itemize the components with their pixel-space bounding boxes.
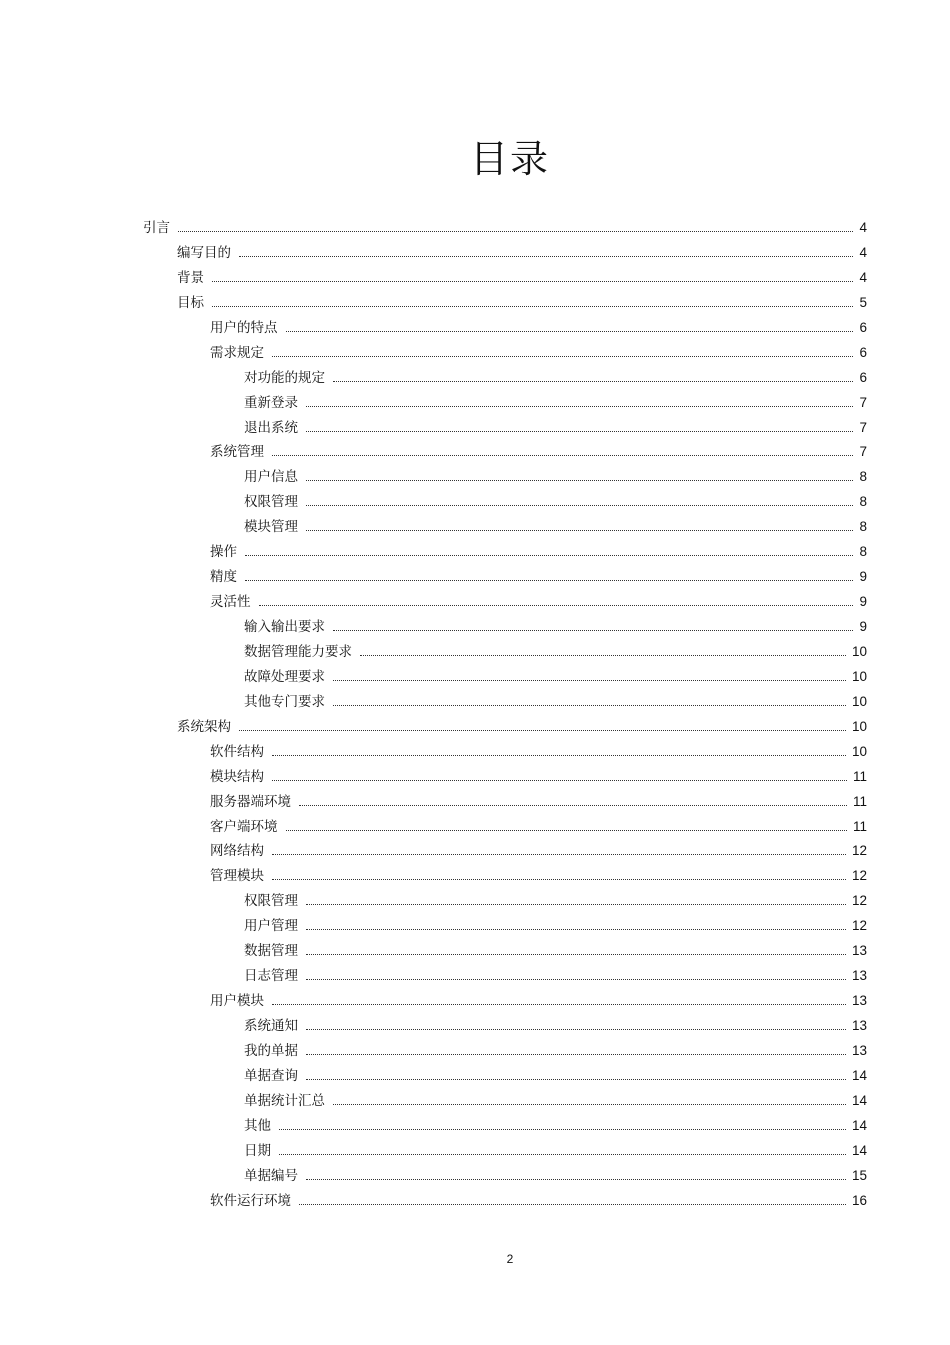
toc-dot-leader — [306, 405, 853, 407]
toc-entry[interactable] — [143, 1089, 867, 1114]
toc-entry-page-number: 13 — [851, 943, 867, 959]
toc-entry-page-number: 13 — [851, 1018, 867, 1033]
toc-entry-label: 单据编号 — [244, 1167, 298, 1184]
toc-entry-page-number: 10 — [851, 668, 867, 684]
toc-dot-leader — [272, 853, 846, 855]
toc-entry-page-number: 8 — [859, 494, 867, 510]
toc-entry[interactable] — [143, 266, 867, 291]
toc-entry-label: 背景 — [177, 269, 204, 286]
toc-entry-label: 软件运行环境 — [210, 1192, 291, 1209]
toc-entry-page-number: 12 — [851, 868, 867, 884]
toc-entry-label: 其他专门要求 — [244, 693, 325, 710]
toc-entry[interactable] — [143, 440, 867, 465]
toc-dot-leader — [333, 679, 846, 681]
toc-entry[interactable] — [143, 715, 867, 740]
toc-dot-leader — [272, 454, 853, 456]
toc-entry[interactable] — [143, 790, 867, 815]
toc-dot-leader — [306, 504, 853, 506]
toc-entry[interactable] — [143, 939, 867, 964]
toc-entry-page-number: 10 — [851, 718, 867, 734]
toc-entry[interactable] — [143, 465, 867, 490]
toc-dot-leader — [286, 330, 854, 332]
toc-entry-label: 软件结构 — [210, 743, 264, 760]
toc-dot-leader — [239, 255, 853, 257]
toc-entry[interactable] — [143, 241, 867, 266]
toc-dot-leader — [272, 878, 846, 880]
toc-dot-leader — [360, 654, 846, 656]
toc-entry-label: 模块管理 — [244, 519, 298, 536]
toc-entry[interactable] — [143, 1064, 867, 1089]
toc-entry-label: 权限管理 — [244, 494, 298, 511]
toc-entry-page-number: 7 — [859, 394, 867, 410]
toc-entry[interactable] — [143, 640, 867, 665]
toc-dot-leader — [306, 1178, 846, 1180]
page-title: 目录 — [469, 137, 550, 181]
toc-dot-leader — [306, 1053, 846, 1055]
toc-dot-leader — [286, 829, 847, 831]
toc-entry[interactable] — [143, 1039, 867, 1064]
toc-dot-leader — [306, 1078, 846, 1080]
toc-entry-page-number: 11 — [852, 818, 867, 834]
toc-entry-page-number: 13 — [851, 1042, 867, 1058]
toc-dot-leader — [333, 1103, 846, 1105]
toc-entry[interactable] — [143, 366, 867, 391]
toc-entry-page-number: 14 — [851, 1142, 867, 1158]
toc-entry-page-number: 12 — [851, 893, 867, 909]
toc-entry-page-number: 11 — [852, 768, 867, 784]
toc-entry-label: 客户端环境 — [210, 818, 278, 835]
toc-entry-label: 我的单据 — [244, 1042, 298, 1059]
toc-entry-label: 网络结构 — [210, 843, 264, 860]
toc-entry[interactable] — [143, 341, 867, 366]
toc-entry[interactable] — [143, 615, 867, 640]
toc-entry-page-number: 5 — [859, 294, 867, 310]
toc-dot-leader — [306, 953, 846, 955]
toc-entry-label: 故障处理要求 — [244, 668, 325, 685]
toc-entry-label: 退出系统 — [244, 419, 298, 436]
toc-entry[interactable] — [143, 864, 867, 889]
toc-entry[interactable] — [143, 416, 867, 441]
toc-entry-page-number: 4 — [859, 269, 867, 285]
toc-entry-label: 精度 — [210, 569, 237, 586]
toc-entry[interactable] — [143, 216, 867, 241]
toc-entry-page-number: 6 — [859, 369, 867, 385]
toc-entry-page-number: 6 — [859, 344, 867, 360]
toc-entry-label: 日期 — [244, 1142, 271, 1159]
toc-entry-page-number: 12 — [851, 918, 867, 934]
toc-entry-label: 目标 — [177, 294, 204, 311]
toc-entry[interactable] — [143, 989, 867, 1014]
toc-entry-label: 系统通知 — [244, 1018, 298, 1034]
toc-entry[interactable] — [143, 1164, 867, 1189]
toc-entry-page-number: 11 — [852, 793, 867, 809]
toc-entry[interactable] — [143, 914, 867, 939]
toc-entry-label: 用户管理 — [244, 918, 298, 935]
toc-entry-label: 其他 — [244, 1117, 271, 1134]
toc-entry-label: 数据管理 — [244, 943, 298, 960]
toc-dot-leader — [212, 280, 853, 282]
toc-dot-leader — [333, 704, 846, 706]
toc-dot-leader — [333, 629, 853, 631]
toc-entry-label: 单据统计汇总 — [244, 1092, 325, 1109]
toc-entry-label: 需求规定 — [210, 344, 264, 361]
toc-entry-label: 系统管理 — [210, 444, 264, 461]
toc-entry-page-number: 7 — [859, 419, 867, 435]
toc-entry-label: 权限管理 — [244, 893, 298, 910]
toc-entry-label: 用户信息 — [244, 469, 298, 486]
toc-entry[interactable] — [143, 590, 867, 615]
toc-dot-leader — [272, 355, 853, 357]
toc-entry-label: 单据查询 — [244, 1067, 298, 1084]
toc-entry-label: 日志管理 — [244, 968, 298, 985]
toc-dot-leader — [306, 978, 846, 980]
toc-entry-page-number: 9 — [859, 619, 867, 634]
toc-entry[interactable] — [143, 964, 867, 989]
toc-entry[interactable] — [143, 490, 867, 515]
toc-entry[interactable] — [143, 565, 867, 590]
toc-entry-label: 编写目的 — [177, 244, 231, 261]
toc-dot-leader — [259, 604, 854, 606]
toc-entry-label: 对功能的规定 — [244, 369, 325, 386]
toc-entry-page-number: 16 — [851, 1192, 867, 1208]
toc-entry-page-number: 8 — [859, 544, 867, 560]
toc-entry[interactable] — [143, 291, 867, 316]
toc-entry-page-number: 12 — [851, 843, 867, 859]
toc-dot-leader — [333, 380, 853, 382]
toc-entry-label: 引言 — [143, 220, 170, 236]
toc-entry-page-number: 15 — [851, 1167, 867, 1183]
toc-dot-leader — [306, 529, 853, 531]
toc-dot-leader — [272, 779, 847, 781]
toc-entry[interactable] — [143, 391, 867, 416]
toc-entry-page-number: 9 — [859, 569, 867, 585]
toc-entry-page-number: 4 — [859, 244, 867, 260]
toc-entry-label: 模块结构 — [210, 768, 264, 785]
toc-entry[interactable] — [143, 1114, 867, 1139]
toc-dot-leader — [245, 554, 853, 556]
toc-entry[interactable] — [143, 740, 867, 765]
toc-entry-page-number: 6 — [859, 319, 867, 335]
toc-entry-page-number: 14 — [851, 1067, 867, 1083]
toc-dot-leader — [279, 1128, 846, 1130]
toc-entry-page-number: 14 — [851, 1092, 867, 1108]
page-number: 2 — [506, 1252, 514, 1266]
toc-entry-label: 管理模块 — [210, 868, 264, 885]
toc-dot-leader — [239, 729, 846, 731]
toc-entry-label: 系统架构 — [177, 718, 231, 735]
toc-dot-leader — [212, 305, 853, 307]
toc-entry-label: 数据管理能力要求 — [244, 643, 352, 660]
toc-entry-label: 服务器端环境 — [210, 793, 291, 810]
table-of-contents — [143, 216, 867, 1214]
toc-entry-page-number: 7 — [859, 444, 867, 460]
toc-entry-label: 输入输出要求 — [244, 619, 325, 635]
toc-entry-page-number: 10 — [851, 693, 867, 709]
toc-dot-leader — [306, 928, 846, 930]
toc-entry-label: 用户的特点 — [210, 319, 278, 336]
toc-entry-page-number: 14 — [851, 1117, 867, 1133]
toc-entry-label: 灵活性 — [210, 594, 251, 611]
toc-dot-leader — [272, 754, 846, 756]
toc-entry-page-number: 8 — [859, 469, 867, 485]
toc-entry[interactable] — [143, 889, 867, 914]
toc-entry[interactable] — [143, 515, 867, 540]
toc-entry[interactable] — [143, 839, 867, 864]
toc-entry[interactable] — [143, 1189, 867, 1214]
toc-entry[interactable] — [143, 316, 867, 341]
toc-entry[interactable] — [143, 690, 867, 715]
toc-entry[interactable] — [143, 815, 867, 840]
toc-entry-page-number: 10 — [851, 743, 867, 759]
toc-entry[interactable] — [143, 765, 867, 790]
toc-entry[interactable] — [143, 665, 867, 690]
toc-entry-page-number: 10 — [851, 643, 867, 659]
toc-entry-label: 重新登录 — [244, 394, 298, 411]
toc-dot-leader — [245, 579, 853, 581]
toc-dot-leader — [299, 804, 847, 806]
toc-dot-leader — [306, 1028, 846, 1030]
toc-dot-leader — [299, 1203, 846, 1205]
toc-entry-page-number: 13 — [851, 968, 867, 984]
toc-dot-leader — [279, 1153, 846, 1155]
toc-entry-page-number: 13 — [851, 993, 867, 1009]
toc-dot-leader — [272, 1003, 846, 1005]
toc-dot-leader — [306, 430, 853, 432]
toc-entry[interactable] — [143, 540, 867, 565]
toc-dot-leader — [306, 479, 853, 481]
toc-entry[interactable] — [143, 1139, 867, 1164]
toc-entry-label: 操作 — [210, 544, 237, 561]
toc-entry-label: 用户模块 — [210, 993, 264, 1010]
toc-entry-page-number: 9 — [859, 594, 867, 610]
toc-entry-page-number: 4 — [859, 220, 867, 235]
toc-dot-leader — [306, 903, 846, 905]
toc-entry[interactable] — [143, 1014, 867, 1039]
toc-dot-leader — [178, 230, 853, 232]
toc-entry-page-number: 8 — [859, 519, 867, 535]
